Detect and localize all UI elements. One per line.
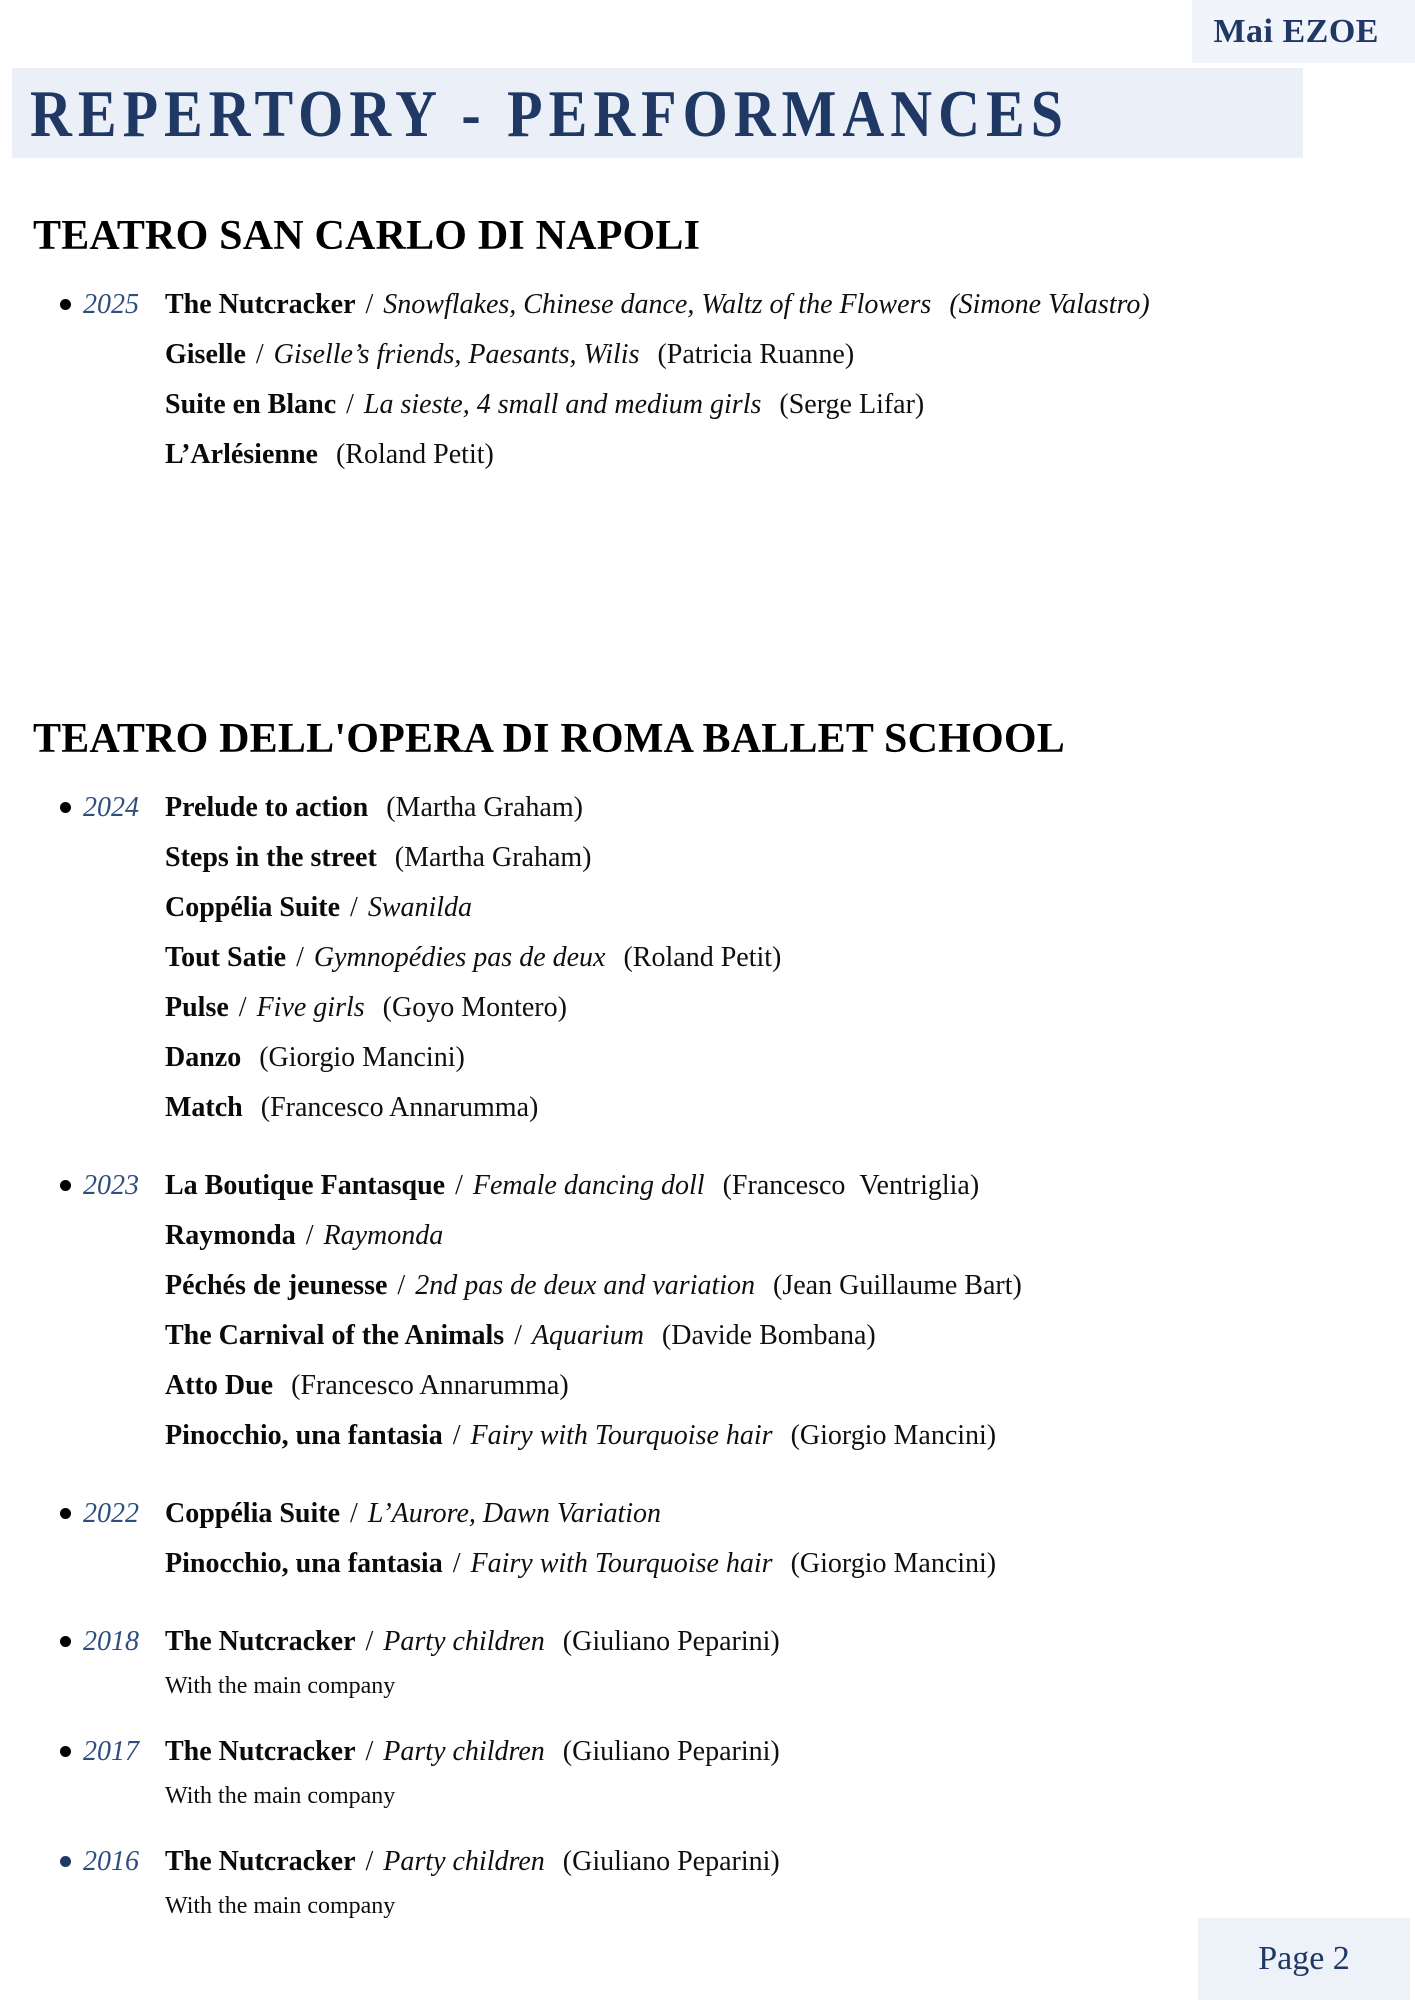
work-separator: /	[455, 1170, 463, 1201]
works-list	[165, 783, 1375, 1133]
repertory-section	[33, 212, 1375, 480]
work-line	[165, 1033, 1375, 1083]
work-role: Aquarium	[531, 1320, 644, 1351]
entry-year: 2016	[83, 1846, 139, 1877]
work-role: Female dancing doll	[472, 1170, 705, 1201]
work-role: Fairy with Tourquoise hair	[470, 1420, 773, 1451]
work-line	[165, 783, 1375, 833]
bullet-icon	[60, 1508, 71, 1519]
repertory-section	[33, 715, 1375, 1925]
work-role: Party children	[383, 1846, 545, 1877]
work-role: Fairy with Tourquoise hair	[470, 1548, 773, 1579]
work-role: Giselle’s friends, Paesants, Wilis	[273, 339, 640, 370]
work-title: Raymonda	[165, 1220, 296, 1251]
work-credit: (Giorgio Mancini)	[259, 1042, 465, 1073]
work-title: L’Arlésienne	[165, 439, 318, 470]
works-list	[165, 1837, 1375, 1925]
work-line	[165, 380, 1375, 430]
work-credit: (Francesco Annarumma)	[291, 1370, 569, 1401]
work-title: Pinocchio, una fantasia	[165, 1548, 443, 1579]
work-line	[165, 1727, 1375, 1777]
work-title: The Nutcracker	[165, 1736, 356, 1767]
work-title: Steps in the street	[165, 842, 377, 873]
work-separator: /	[305, 1220, 314, 1251]
work-separator: /	[514, 1320, 522, 1351]
work-role: L’Aurore, Dawn Variation	[367, 1498, 662, 1529]
work-title: Suite en Blanc	[165, 389, 337, 420]
work-title: Giselle	[165, 339, 246, 370]
work-credit: (Martha Graham)	[394, 842, 592, 873]
work-separator: /	[350, 892, 358, 923]
work-credit: (Giuliano Peparini)	[562, 1736, 780, 1767]
work-role: 2nd pas de deux and variation	[415, 1270, 756, 1301]
work-credit: (Patricia Ruanne)	[657, 339, 855, 370]
work-title: Tout Satie	[165, 942, 287, 973]
work-line	[165, 883, 1375, 933]
author-name: Mai EZOE	[1213, 12, 1379, 50]
work-credit: (Francesco Ventriglia)	[722, 1170, 980, 1201]
work-credit: (Roland Petit)	[623, 942, 782, 973]
bullet-icon	[60, 299, 71, 310]
work-title: Pulse	[165, 992, 229, 1023]
author-name-box	[1192, 0, 1415, 63]
works-list	[165, 280, 1375, 480]
section-heading: TEATRO DELL'OPERA DI ROMA BALLET SCHOOL	[33, 716, 1065, 762]
work-credit: (Serge Lifar)	[779, 389, 925, 420]
work-separator: /	[346, 389, 354, 420]
work-title: Danzo	[165, 1042, 242, 1073]
work-role: Five girls	[256, 992, 365, 1023]
works-list	[165, 1617, 1375, 1705]
work-separator: /	[397, 1270, 406, 1301]
page-number: Page 2	[1258, 1940, 1350, 1977]
work-line	[165, 933, 1375, 983]
year-entry	[33, 1837, 1375, 1925]
work-note: With the main company	[165, 1893, 396, 1919]
entry-year: 2018	[83, 1626, 139, 1657]
work-line	[165, 1539, 1375, 1589]
work-credit: (Francesco Annarumma)	[260, 1092, 539, 1123]
work-title: Péchés de jeunesse	[165, 1270, 388, 1301]
title-band	[12, 68, 1303, 158]
work-credit: (Giorgio Mancini)	[790, 1420, 997, 1451]
work-line	[165, 430, 1375, 480]
bullet-icon	[60, 1746, 71, 1757]
work-separator: /	[365, 1626, 374, 1657]
work-role: Party children	[383, 1736, 545, 1767]
work-line	[165, 1489, 1375, 1539]
works-list	[165, 1489, 1375, 1589]
work-title: The Carnival of the Animals	[165, 1320, 505, 1351]
year-entry	[33, 1617, 1375, 1705]
work-separator: /	[452, 1420, 461, 1451]
work-line	[165, 983, 1375, 1033]
year-entry	[33, 280, 1375, 480]
works-list	[165, 1727, 1375, 1815]
work-title: Match	[165, 1092, 243, 1123]
work-line	[165, 330, 1375, 380]
works-list	[165, 1161, 1375, 1461]
work-credit: (Giuliano Peparini)	[562, 1626, 780, 1657]
entry-year: 2022	[83, 1498, 139, 1529]
work-line	[165, 833, 1375, 883]
work-title: Coppélia Suite	[165, 892, 341, 923]
work-role: Raymonda	[323, 1220, 444, 1251]
work-line	[165, 1837, 1375, 1887]
work-title: Atto Due	[165, 1370, 274, 1401]
bullet-icon	[60, 1636, 71, 1647]
work-role: Swanilda	[367, 892, 473, 923]
work-separator: /	[238, 992, 247, 1023]
work-title: Coppélia Suite	[165, 1498, 341, 1529]
work-line	[165, 1083, 1375, 1133]
work-credit: (Goyo Montero)	[382, 992, 567, 1023]
work-line	[165, 1211, 1375, 1261]
work-credit: (Davide Bombana)	[661, 1320, 876, 1351]
section-heading: TEATRO SAN CARLO DI NAPOLI	[33, 213, 701, 259]
work-title: The Nutcracker	[165, 1626, 356, 1657]
work-credit: (Jean Guillaume Bart)	[773, 1270, 1022, 1301]
work-line	[165, 1261, 1375, 1311]
work-line	[165, 280, 1375, 330]
bullet-icon	[60, 802, 71, 813]
entry-year: 2025	[83, 289, 139, 320]
work-title: The Nutcracker	[165, 289, 356, 320]
work-line	[165, 1311, 1375, 1361]
work-separator: /	[365, 1736, 374, 1767]
work-separator: /	[350, 1498, 358, 1529]
work-credit: (Martha Graham)	[386, 792, 583, 823]
bullet-icon	[60, 1180, 71, 1191]
work-separator: /	[365, 1846, 374, 1877]
work-title: The Nutcracker	[165, 1846, 356, 1877]
work-note: With the main company	[165, 1783, 396, 1809]
work-separator: /	[296, 942, 304, 973]
work-role: Party children	[383, 1626, 545, 1657]
year-entry	[33, 1727, 1375, 1815]
work-title: Pinocchio, una fantasia	[165, 1420, 443, 1451]
work-separator: /	[255, 339, 264, 370]
work-role: Gymnopédies pas de deux	[313, 942, 606, 973]
work-credit: (Giorgio Mancini)	[790, 1548, 997, 1579]
year-entry	[33, 783, 1375, 1133]
work-role: La sieste, 4 small and medium girls	[363, 389, 762, 420]
work-line	[165, 1617, 1375, 1667]
footer-page-box	[1198, 1918, 1410, 2000]
entry-year: 2017	[83, 1736, 139, 1767]
year-entry	[33, 1489, 1375, 1589]
work-title: La Boutique Fantasque	[165, 1170, 446, 1201]
work-role: Snowflakes, Chinese dance, Waltz of the Flowers	[383, 289, 932, 320]
entry-year: 2023	[83, 1170, 139, 1201]
work-line	[165, 1361, 1375, 1411]
work-separator: /	[365, 289, 374, 320]
page-title: REPERTORY - PERFORMANCES	[30, 75, 1069, 151]
work-title: Prelude to action	[165, 792, 369, 823]
entry-year: 2024	[83, 792, 139, 823]
work-credit: (Giuliano Peparini)	[562, 1846, 780, 1877]
work-line	[165, 1411, 1375, 1461]
work-line	[165, 1161, 1375, 1211]
work-credit: (Simone Valastro)	[949, 289, 1150, 320]
work-credit: (Roland Petit)	[335, 439, 494, 470]
year-entry	[33, 1161, 1375, 1461]
work-separator: /	[452, 1548, 461, 1579]
bullet-icon	[60, 1856, 71, 1867]
work-note: With the main company	[165, 1673, 396, 1699]
